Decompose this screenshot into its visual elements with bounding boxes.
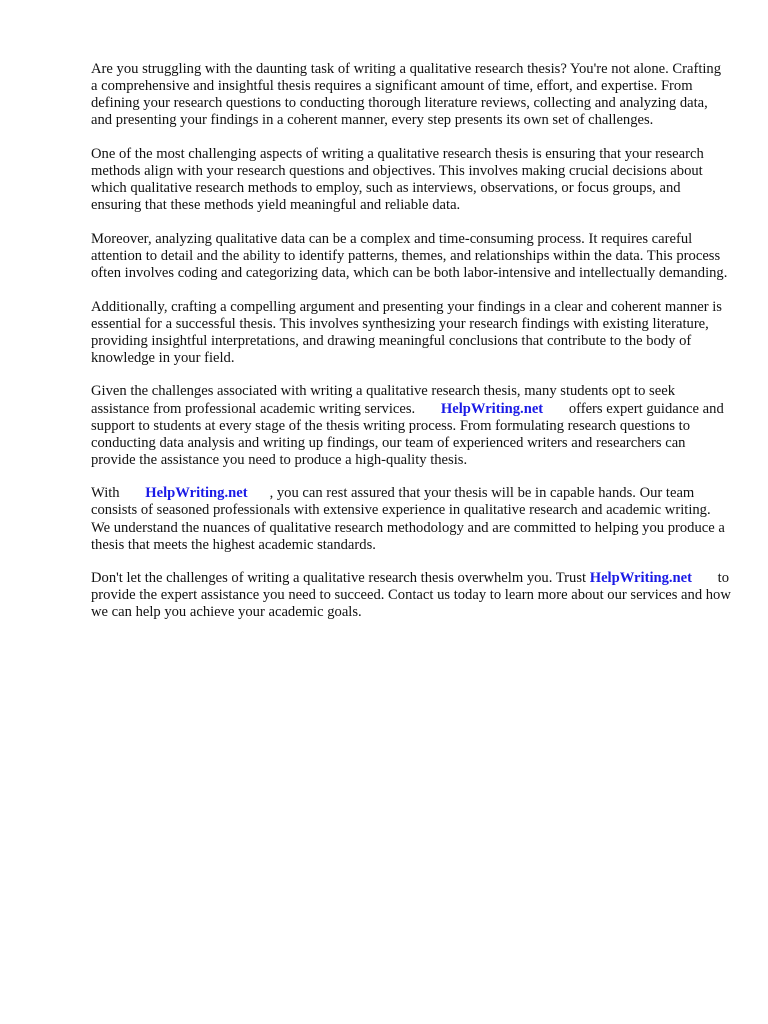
paragraph-assistance-after: offers expert guidance and support to students at every stage of the thesis writing process. From formulating research questions to conducting data analysis and writing up findings, our team of experienced writers and researchers can provide the assistance you need to produce a high-quality thesis.	[91, 400, 724, 468]
helpwriting-link-1[interactable]: HelpWriting.net	[440, 400, 544, 417]
paragraph-closing-after: to provide the expert assistance you need to succeed. Contact us today to learn more about our services and how we can help you achieve your academic goals.	[91, 570, 731, 621]
paragraph-assistance-before: Given the challenges associated with writing a qualitative research thesis, many students opt to seek assistance from professional academic writing services.	[91, 383, 675, 417]
paragraph-team	[91, 485, 731, 553]
helpwriting-link-3[interactable]: HelpWriting.net	[589, 570, 693, 587]
paragraph-methods: One of the most challenging aspects of writing a qualitative research thesis is ensuring that your research methods align with your research questions and objectives. This involves making crucial decisions about which qualitative research methods to employ, such as interviews, observations, or focus groups, and ensuring that these methods yield meaningful and reliable data.	[91, 145, 704, 214]
document-page	[91, 61, 731, 638]
paragraph-team-after: , you can rest assured that your thesis will be in capable hands. Our team consists of seasoned professionals with extensive experience in qualitative research and academic writing. We understand the nuances of qualitative research methodology and are committed to helping you produce a thesis that meets the highest academic standards.	[91, 485, 725, 553]
paragraph-analysis: Moreover, analyzing qualitative data can be a complex and time-consuming process. It requires careful attention to detail and the ability to identify patterns, themes, and relationships within the data. This process often involves coding and categorizing data, which can be both labor-intensive and intellectually demanding.	[91, 230, 728, 281]
paragraph-intro: Are you struggling with the daunting task of writing a qualitative research thesis? You're not alone. Crafting a comprehensive and insightful thesis requires a significant amount of time, effort, and expertise. From defining your research questions to conducting thorough literature reviews, collecting and analyzing data, and presenting your findings in a coherent manner, every step presents its own set of challenges.	[91, 61, 722, 129]
paragraph-closing-before: Don't let the challenges of writing a qualitative research thesis overwhelm you. Trust	[91, 570, 587, 587]
helpwriting-link-2[interactable]: HelpWriting.net	[145, 485, 248, 502]
paragraph-closing	[91, 570, 731, 621]
paragraph-assistance	[91, 383, 731, 468]
paragraph-argument: Additionally, crafting a compelling argument and presenting your findings in a clear and coherent manner is essential for a successful thesis. This involves synthesizing your research findings with existing literature, providing insightful interpretations, and drawing meaningful conclusions that contribute to the body of knowledge in your field.	[91, 298, 722, 366]
paragraph-team-before: With	[91, 485, 120, 502]
